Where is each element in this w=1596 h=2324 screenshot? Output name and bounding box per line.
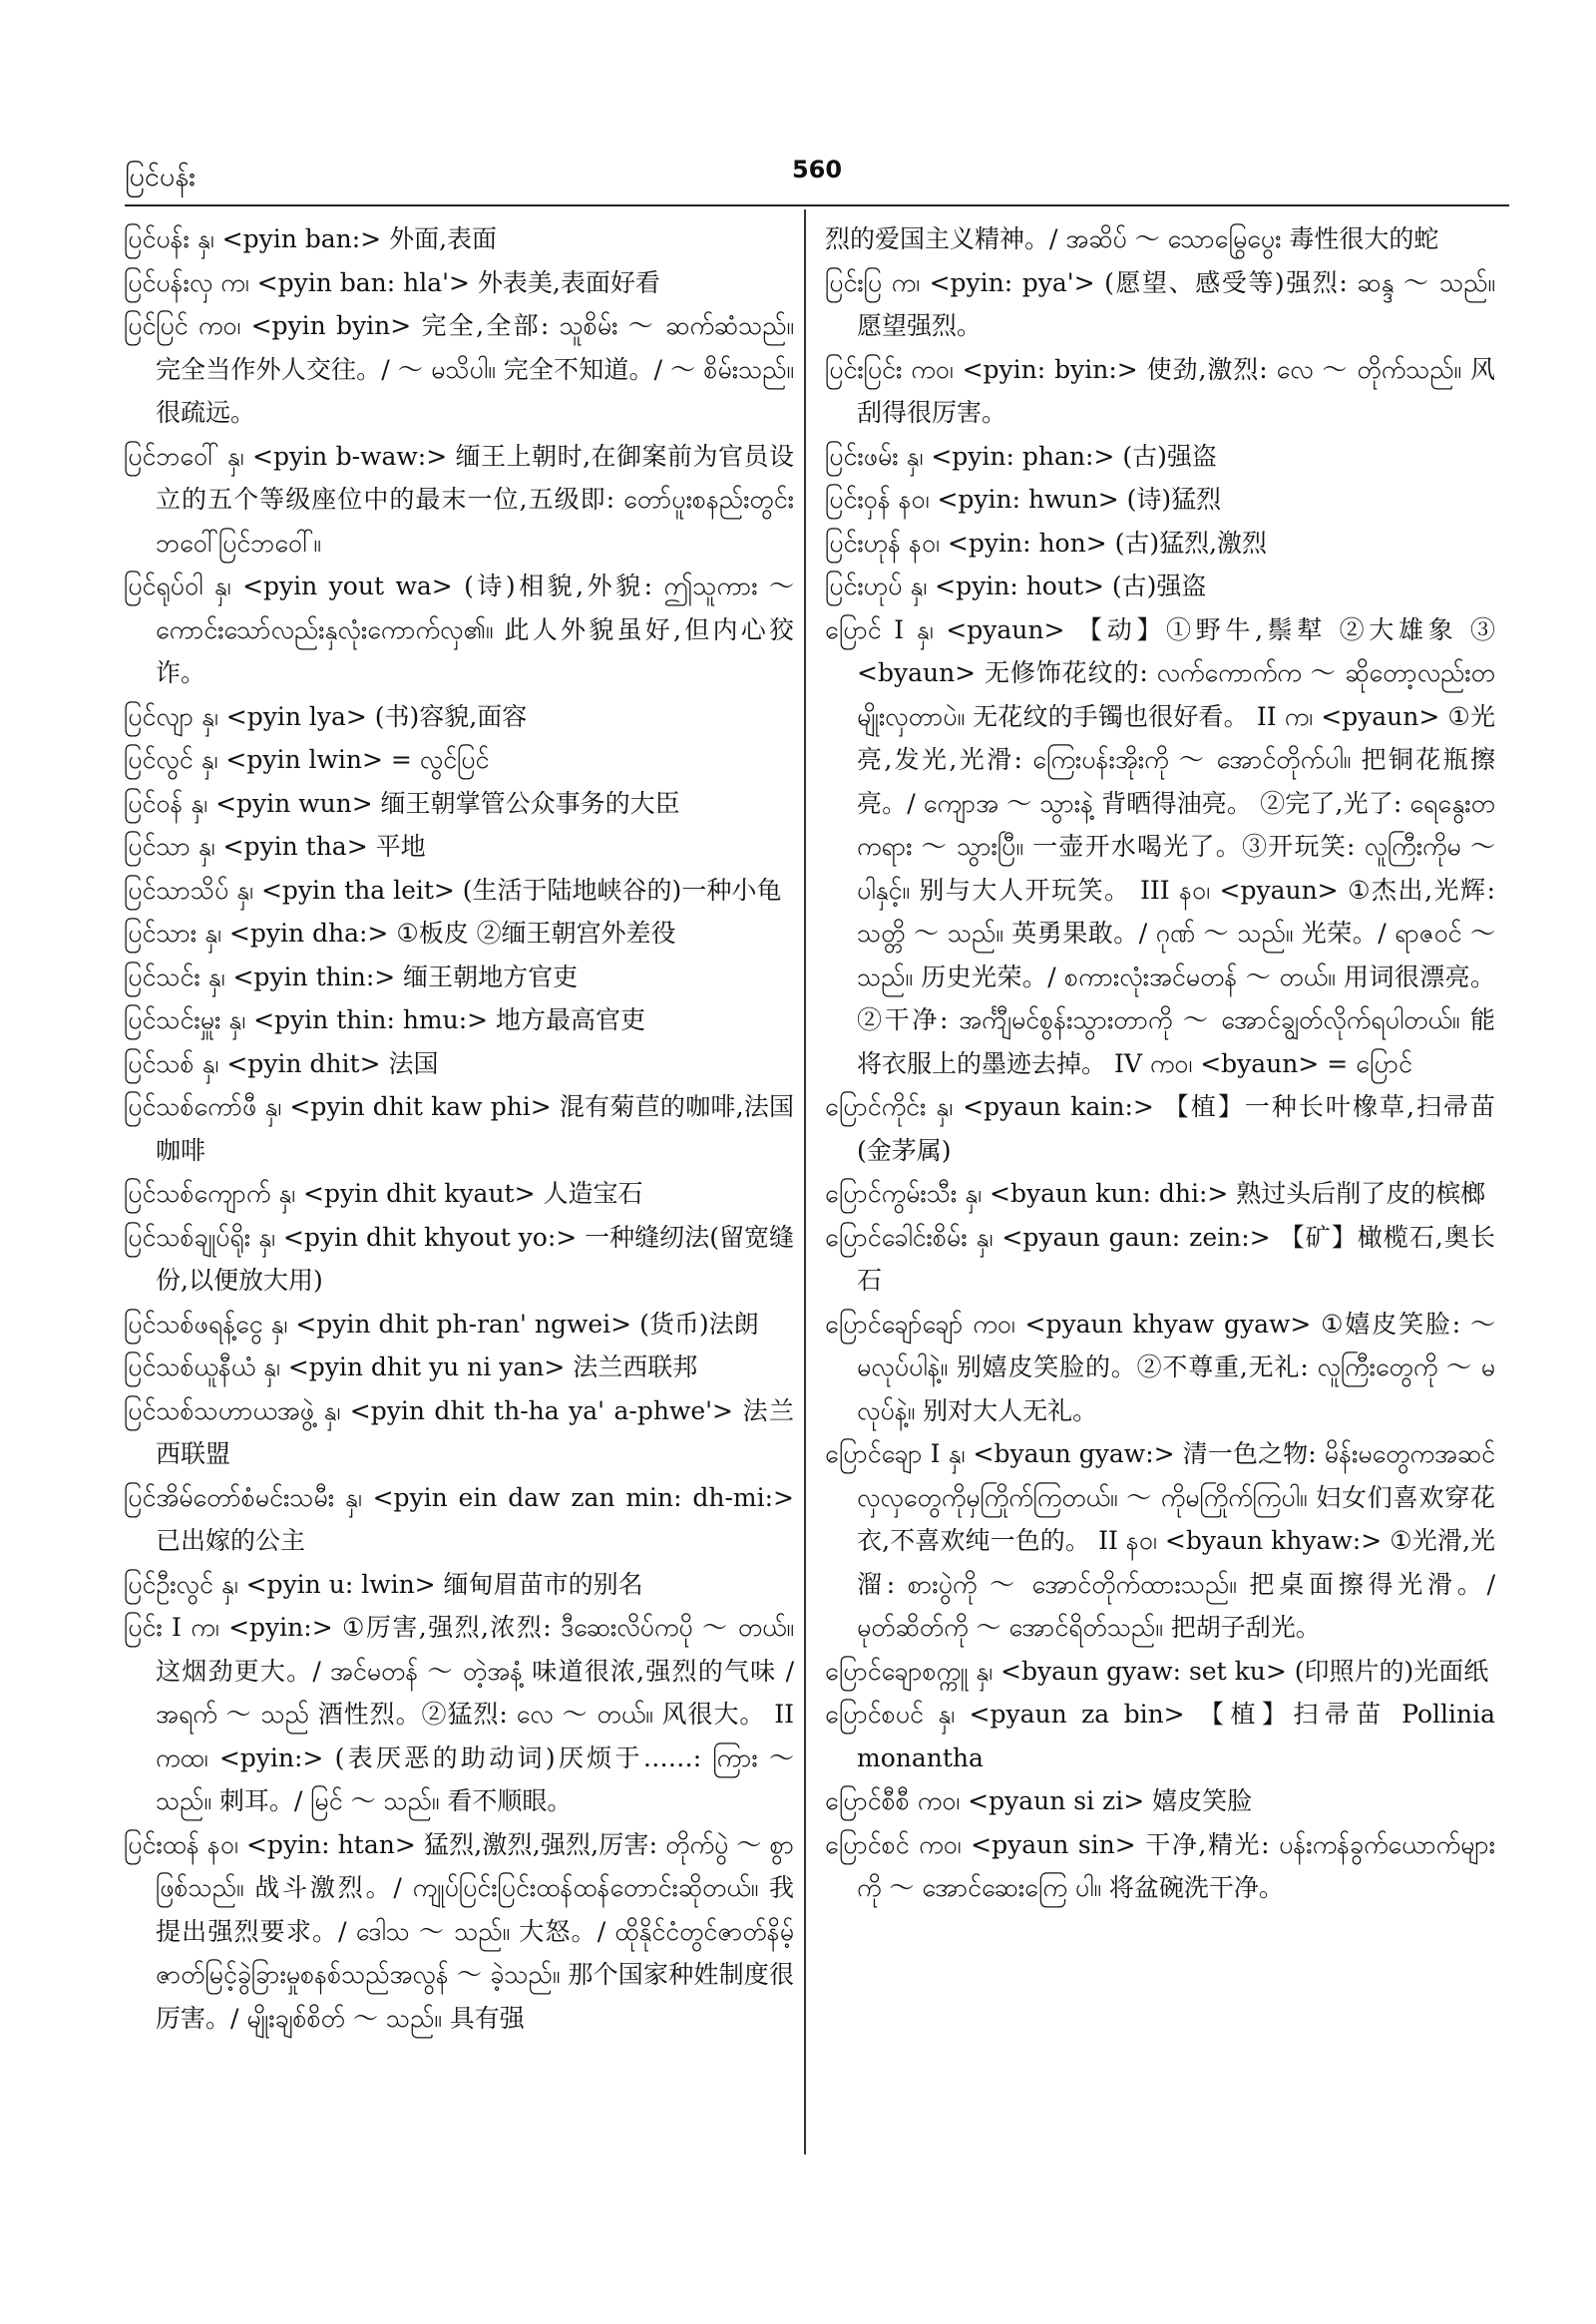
dictionary-entry: ပြောင်ကွမ်းသီး နှ၊ <byaun kun: dhi:> 熟过头后削了皮的槟榔 [825, 1179, 1486, 1208]
dictionary-entry: ပြင်းဖမ်း နှ၊ <pyin: phan:> (古)强盗 [825, 441, 1217, 471]
dictionary-entry: ပြောင်ချော်ချော် ကဝ၊ <pyaun khyaw gyaw> ①嬉皮笑脸: ～ မလုပ်ပါနဲ့။ 别嬉皮笑脸的。②不尊重,无礼: လူကြီးတွေကို ～ မလုပ်နဲ့။ 别对大人无礼。 [825, 1309, 1495, 1425]
dictionary-entry: ပြင်းဟုန် နဝ၊ <pyin: hon> (古)猛烈,激烈 [825, 528, 1268, 558]
dictionary-entry: ပြင်ပန်း နှ၊ <pyin ban:> 外面,表面 [124, 224, 498, 253]
dictionary-entry: ပြင်ပြင် ကဝ၊ <pyin byin> 完全,全部: သူစိမ်း ～ ဆက်ဆံသည်။ 完全当作外人交往。/ ～ မသိပါ။ 完全不知道。/ ～ စိမ်းသည်။ 很疏远。 [124, 311, 794, 427]
dictionary-entry: ပြင်အိမ်တော်စံမင်းသမီး နှ၊ <pyin ein daw zan min: dh-mi:> 已出嫁的公主 [124, 1482, 794, 1555]
dictionary-entry: ပြင်လွင် နှ၊ <pyin lwin> = လွင်ပြင် [124, 745, 490, 774]
dictionary-entry: ပြင်သင်း နှ၊ <pyin thin:> 缅王朝地方官吏 [124, 962, 579, 991]
dictionary-entry: ပြင်သစ်ယူနီယံ နှ၊ <pyin dhit yu ni yan> 法兰西联邦 [124, 1353, 698, 1381]
dictionary-entry: 烈的爱国主义精神。/ အဆိပ် ～ သောမြွေပွေး 毒性很大的蛇 [825, 224, 1439, 253]
dictionary-entry: ပြောင် I နှ၊ <pyaun> 【动】①野牛,鬃犎 ②大雄象 ③ <byaun> 无修饰花纹的: လက်ကောက်က ～ ဆိုတော့လည်းတမျိုးလှတာပဲ။ 无花纹的手镯也很好看。 II က၊ <pyaun> ①光亮,发光,光滑: ကြေးပန်းအိုးကို ～ အောင်တိုက်ပါ။ 把铜花瓶擦亮。/ ကျောအ ～ သွားနဲ့ 背晒得油亮。 ②完了,光了: ရေနွေးတကရား ～ သွားပြီ။ 一壶开水喝光了。③开玩笑: လူကြီးကိုမ ～ ပါနှင့်။ 别与大人开玩笑。 III နဝ၊ <pyaun> ①杰出,光辉: သတ္တိ ～ သည်။ 英勇果敢。/ ဂုဏ် ～ သည်။ 光荣。/ ရာဇဝင် ～ သည်။ 历史光荣。/ စကားလုံးအင်မတန် ～ တယ်။ 用词很漂亮。 ②干净: အင်္ကျီမင်စွန်းသွားတာကို ～ အောင်ချွတ်လိုက်ရပါတယ်။ 能将衣服上的墨迹去掉。 IV ကဝ၊ <byaun> = ပြောင် [825, 614, 1495, 1078]
dictionary-entry: ပြင်သာသိပ် နှ၊ <pyin tha leit> (生活于陆地峡谷的)一种小龟 [124, 875, 782, 905]
dictionary-entry: ပြောင်ကိုင်း နှ၊ <pyaun kain:> 【植】一种长叶橡草,扫帚苗(金茅属) [825, 1092, 1495, 1165]
header-rule [125, 204, 1509, 206]
dictionary-entry: ပြင်သစ်ဖရန့်ငွေ နှ၊ <pyin dhit ph-ran' ngwei> (货币)法朗 [124, 1309, 759, 1339]
dictionary-entry: ပြင်သင်းမှူး နှ၊ <pyin thin: hmu:> 地方最高官吏 [124, 1005, 646, 1034]
dictionary-entry: ပြင်သစ်ကျောက် နှ၊ <pyin dhit kyaut> 人造宝石 [124, 1179, 643, 1208]
page-number: 560 [791, 156, 843, 184]
dictionary-entry: ပြောင်ခေါင်းစိမ်း နှ၊ <pyaun gaun: zein:> 【矿】橄榄石,奥长石 [825, 1222, 1495, 1295]
dictionary-entry: ပြင်း I က၊ <pyin:> ①厉害,强烈,浓烈: ဒီဆေးလိပ်ကပို ～ တယ်။ 这烟劲更大。/ အင်မတန် ～ တဲ့အနံ့ 味道很浓,强烈的气味 / အရက် ～ သည် 酒性烈。②猛烈: လေ ～ တယ်။ 风很大。 II ကထ၊ <pyin:> (表厌恶的助动词)厌烦于……: ကြား ～ သည်။ 刺耳。/ မြင် ～ သည်။ 看不顺眼。 [124, 1613, 794, 1815]
dictionary-entry: ပြင်ဘဝေါ် နှ၊ <pyin b-waw:> 缅王上朝时,在御案前为官员设立的五个等级座位中的最末一位,五级即: တော်ပူးစနည်းတွင်းဘဝေါ်ပြင်ဘဝေါ်။ [124, 441, 794, 558]
dictionary-entry: ပြင်ဦးလွင် နှ၊ <pyin u: lwin> 缅甸眉苗市的别名 [124, 1569, 643, 1599]
column-divider [804, 209, 806, 2154]
page-header [125, 152, 1509, 211]
dictionary-entry: ပြင်သစ် နှ၊ <pyin dhit> 法国 [124, 1048, 439, 1078]
dictionary-entry: ပြင်သစ်ကော်ဖီ နှ၊ <pyin dhit kaw phi> 混有菊苣的咖啡,法国咖啡 [124, 1092, 794, 1165]
dictionary-entry: ပြောင်စင် ကဝ၊ <pyaun sin> 干净,精光: ပန်းကန်ခွက်ယောက်များကို ～ အောင်ဆေးကြေ ပါ။ 将盆碗洗干净。 [825, 1829, 1495, 1902]
dictionary-entry: ပြင်သစ်သဟာယအဖွဲ့ နှ၊ <pyin dhit th-ha ya' a-phwe'> 法兰西联盟 [124, 1395, 794, 1468]
dictionary-entry: ပြောင်ချော I နှ၊ <byaun gyaw:> 清一色之物: မိန်းမတွေကအဆင်လှလှတွေကိုမှကြိုက်ကြတယ်။ ～ ကိုမကြိုက်ကြပါ။ 妇女们喜欢穿花衣,不喜欢纯一色的。 II နဝ၊ <byaun khyaw:> ①光滑,光溜: စားပွဲကို ～ အောင်တိုက်ထားသည်။ 把桌面擦得光滑。/ မုတ်ဆိတ်ကို ～ အောင်ရိတ်သည်။ 把胡子刮光。 [825, 1439, 1495, 1642]
dictionary-entry: ပြင်သစ်ချုပ်ရိုး နှ၊ <pyin dhit khyout yo:> 一种缝纫法(留宽缝份,以便放大用) [124, 1222, 794, 1295]
dictionary-entry: ပြင်းပြင်း ကဝ၊ <pyin: byin:> 使劲,激烈: လေ ～ တိုက်သည်။ 风刮得很厉害。 [825, 354, 1495, 427]
dictionary-entry: ပြင်းထန် နဝ၊ <pyin: htan> 猛烈,激烈,强烈,厉害: တိုက်ပွဲ ～ စွာဖြစ်သည်။ 战斗激烈。/ ကျုပ်ပြင်းပြင်းထန်ထန်တောင်းဆိုတယ်။ 我提出强烈要求。/ ဒေါသ ～ သည်။ 大怒。/ ထိုနိုင်ငံတွင်ဇာတ်နိမ့်ဇာတ်မြင့်ခွဲခြားမှုစနစ်သည်အလွန် ～ ခဲ့သည်။ 那个国家种姓制度很厉害。/ မျိုးချစ်စိတ် ～ သည်။ 具有强 [124, 1829, 794, 2033]
dictionary-entry: ပြင်လျာ နှ၊ <pyin lya> (书)容貌,面容 [124, 701, 528, 731]
dictionary-entry: ပြောင်ချောစက္ကူ နှ၊ <byaun gyaw: set ku> (印照片的)光面纸 [825, 1656, 1489, 1686]
dictionary-entry: ပြင်သာ နှ၊ <pyin tha> 平地 [124, 832, 426, 861]
right-column [825, 217, 1495, 1910]
dictionary-entry: ပြင်းဟုပ် နှ၊ <pyin: hout> (古)强盗 [825, 572, 1207, 600]
dictionary-entry: ပြောင်စပင် နှ၊ <pyaun za bin> 【植】扫帚苗 Pollinia monantha [825, 1700, 1495, 1772]
left-column [124, 217, 794, 2040]
dictionary-entry: ပြင်ဝန် နှ၊ <pyin wun> 缅王朝掌管公众事务的大臣 [124, 788, 680, 818]
dictionary-entry: ပြောင်စီစီ ကဝ၊ <pyaun si zi> 嬉皮笑脸 [825, 1786, 1253, 1815]
running-head: ပြင်ပန်း [125, 162, 197, 193]
dictionary-entry: ပြင်ပန်းလှ က၊ <pyin ban: hla'> 外表美,表面好看 [124, 267, 660, 297]
dictionary-entry: ပြင်ရုပ်ဝါ နှ၊ <pyin yout wa> (诗)相貌,外貌: ဤသူကား ～ ကောင်းသော်လည်းနှလုံးကောက်လှ၏။ 此人外貌虽好,但内心狡诈。 [124, 572, 794, 687]
dictionary-entry: ပြင်းပြ က၊ <pyin: pya'> (愿望、感受等)强烈: ဆန္ဒ ～ သည်။ 愿望强烈。 [825, 267, 1495, 340]
dictionary-entry: ပြင်းဝှန် နဝ၊ <pyin: hwun> (诗)猛烈 [825, 485, 1222, 514]
dictionary-entry: ပြင်သား နှ၊ <pyin dha:> ①板皮 ②缅王朝宫外差役 [124, 919, 676, 948]
